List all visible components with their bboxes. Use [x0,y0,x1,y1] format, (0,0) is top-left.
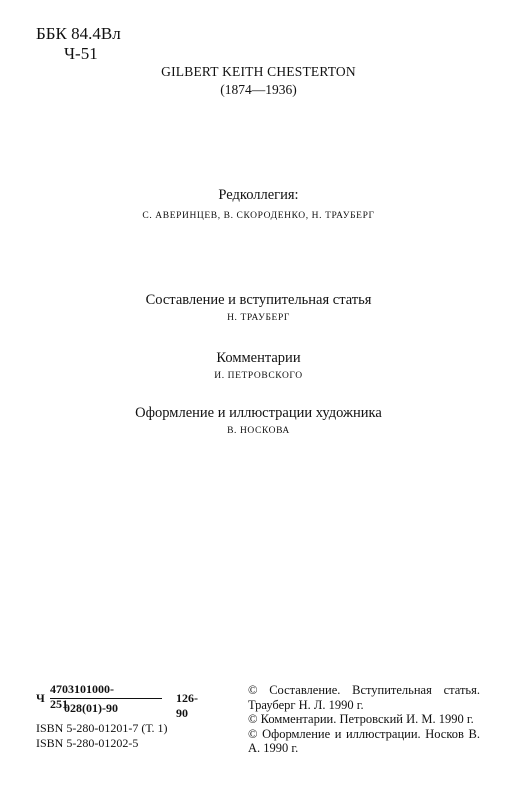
design-name: В. НОСКОВА [227,426,290,436]
compilation-heading: Составление и вступительная статья [145,292,372,308]
copyright-compilation: © Составление. Вступительная статья. Трауберг Н. Л. 1990 г. [248,683,480,712]
bbk-classification [36,24,121,64]
author-name: GILBERT KEITH CHESTERTON [161,64,356,79]
fraction-bar [50,698,162,699]
compilation-name: Н. ТРАУБЕРГ [227,313,290,323]
commentary-heading: Комментарии [216,350,301,366]
copyright-block [248,683,480,756]
code-letter: Ч [36,691,45,705]
author-years: (1874—1936) [220,82,297,97]
copyright-commentary: © Комментарии. Петровский И. М. 1990 г. [248,712,474,726]
code-numerator: 4703101000-251 [50,682,114,711]
commentary-name: И. ПЕТРОВСКОГО [214,371,303,381]
bbk-code: ББК 84.4Вл [36,24,121,43]
editorial-board-heading: Редколлегия: [218,187,299,203]
author-mark: Ч-51 [64,44,98,63]
editorial-board-names: С. АВЕРИНЦЕВ, В. СКОРОДЕНКО, Н. ТРАУБЕРГ [142,211,375,221]
design-heading: Оформление и иллюстрации художника [135,405,382,421]
copyright-design: © Оформление и иллюстрации. Носков В. А. 1990 г. [248,726,480,755]
isbn-volume: ISBN 5-280-01201-7 (Т. 1) [36,721,168,735]
code-denominator: 028(01)-90 [64,701,118,715]
isbn-set: ISBN 5-280-01202-5 [36,736,139,750]
code-side: 126-90 [176,691,198,720]
